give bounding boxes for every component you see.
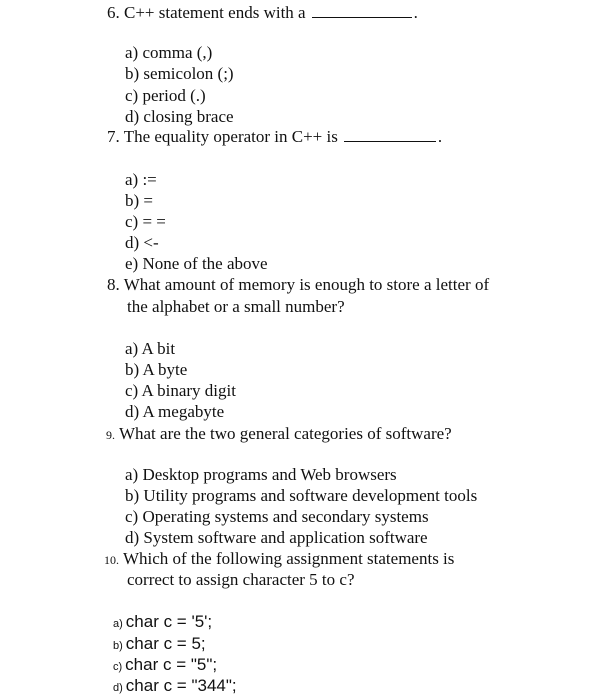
option-7c: c) = =	[125, 212, 166, 231]
option-10c	[113, 655, 217, 677]
option-6d: d) closing brace	[125, 107, 234, 126]
option-7d: d) <-	[125, 233, 159, 252]
option-label: a)	[113, 618, 123, 630]
option-9a: a) Desktop programs and Web browsers	[125, 465, 397, 484]
answer-blank	[312, 3, 412, 18]
question-number: 10.	[104, 553, 119, 567]
question-number: 6.	[107, 3, 120, 22]
option-code: char c = '5';	[125, 612, 213, 631]
question-6	[107, 3, 418, 23]
question-tail: .	[413, 3, 418, 22]
option-9d: d) System software and application software	[125, 528, 428, 547]
question-text: C++ statement ends with a	[124, 3, 306, 22]
option-code: char c = "5";	[125, 655, 218, 674]
option-label: b)	[113, 640, 123, 652]
question-text: The equality operator in C++ is	[123, 127, 338, 146]
option-8c: c) A binary digit	[125, 381, 236, 400]
option-8a: a) A bit	[125, 339, 176, 358]
question-8	[107, 275, 489, 295]
question-10-line2: correct to assign character 5 to c?	[127, 570, 355, 589]
question-number: 9.	[106, 428, 115, 442]
question-10	[104, 549, 454, 570]
option-label: d)	[113, 682, 123, 694]
question-text-line1: Which of the following assignment statements is	[122, 549, 455, 568]
option-9b: b) Utility programs and software development tools	[125, 486, 478, 505]
question-number: 7.	[107, 127, 120, 146]
option-code: char c = "344";	[125, 676, 237, 695]
option-10b	[113, 634, 206, 656]
option-8d: d) A megabyte	[125, 402, 225, 421]
option-7a: a) :=	[125, 170, 157, 189]
option-code: char c = 5;	[125, 634, 206, 653]
question-9	[106, 424, 452, 445]
option-8b: b) A byte	[125, 360, 188, 379]
question-7	[107, 127, 442, 147]
question-text: What are the two general categories of software?	[118, 424, 452, 443]
question-number: 8.	[107, 275, 120, 294]
option-label: c)	[113, 661, 123, 673]
option-7e: e) None of the above	[125, 254, 268, 273]
option-6b: b) semicolon (;)	[125, 64, 234, 83]
option-6a: a) comma (,)	[125, 43, 213, 62]
option-10a	[113, 612, 212, 634]
question-text-line1: What amount of memory is enough to store a letter of	[123, 275, 490, 294]
option-7b: b) =	[125, 191, 153, 210]
option-6c: c) period (.)	[125, 86, 206, 105]
option-9c: c) Operating systems and secondary systems	[125, 507, 429, 526]
question-8-line2: the alphabet or a small number?	[127, 297, 345, 316]
answer-blank	[344, 127, 436, 142]
option-10d	[113, 676, 237, 698]
question-tail: .	[437, 127, 443, 146]
